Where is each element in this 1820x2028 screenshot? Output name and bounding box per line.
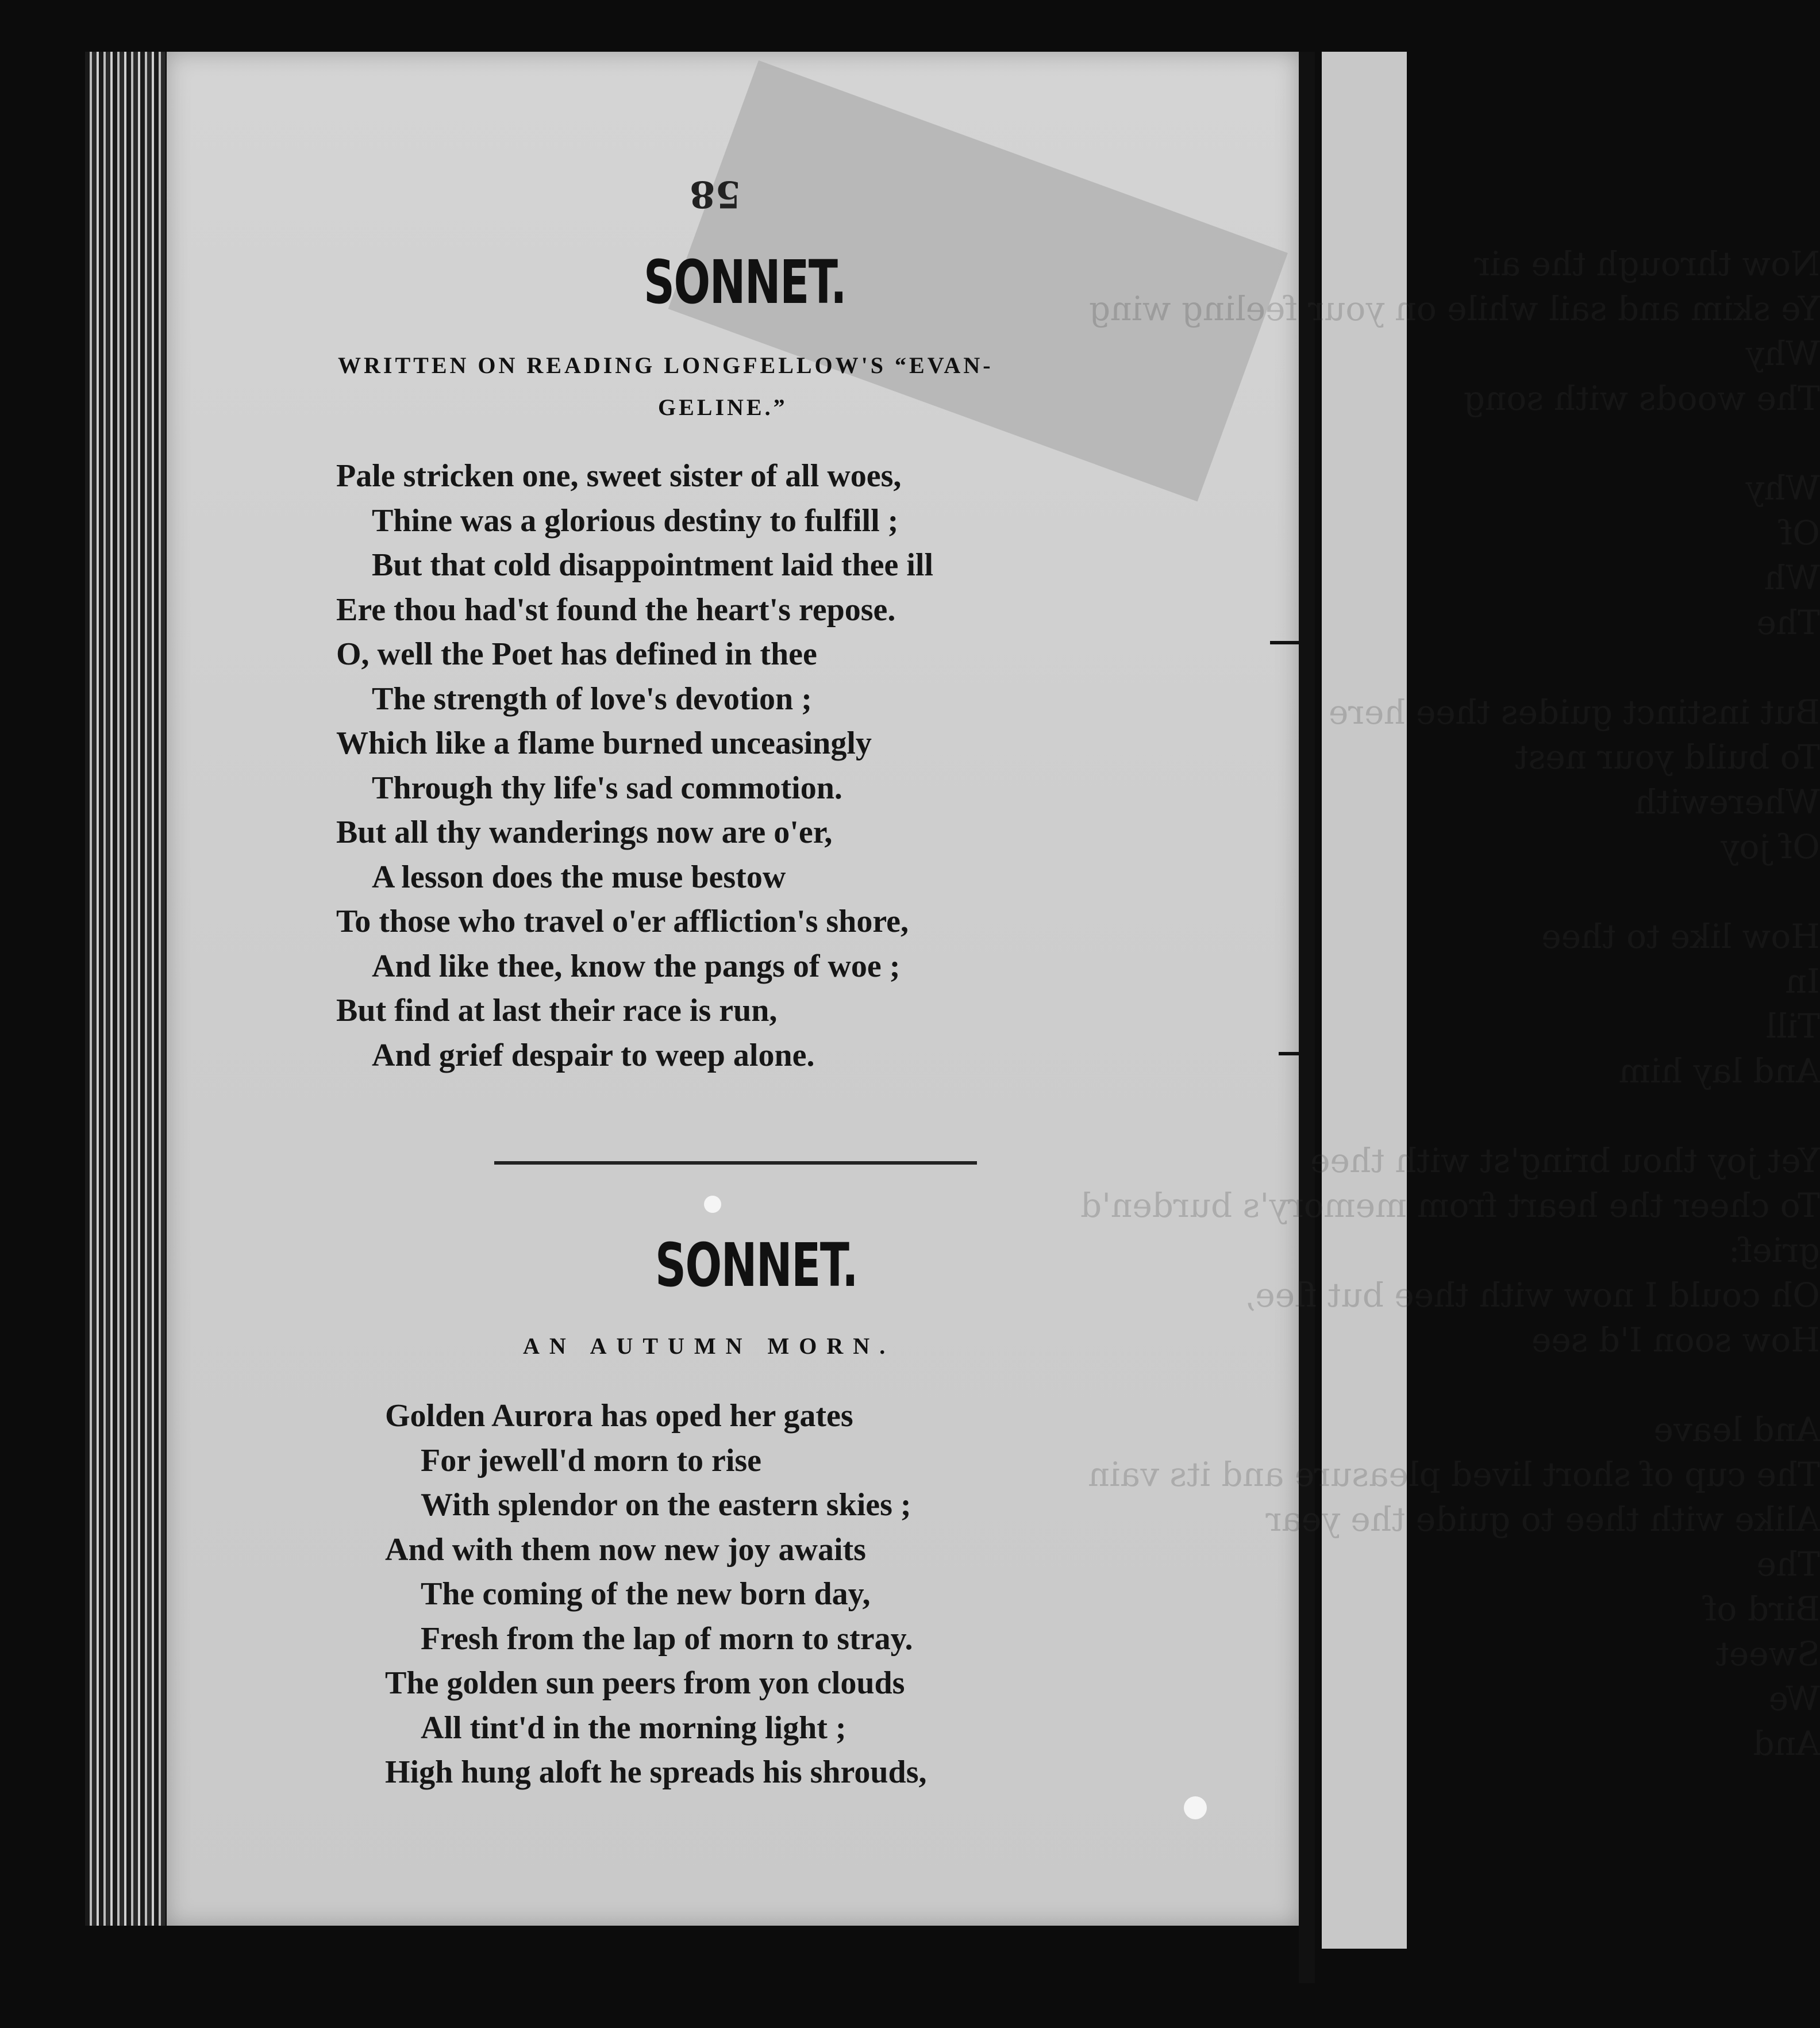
poem-line: Which like a flame burned unceasingly	[336, 725, 872, 761]
poem-line: For jewell'd morn to rise	[421, 1442, 762, 1478]
sonnet-subtitle-2: AN AUTUMN MORN.	[523, 1333, 895, 1359]
sonnet-subtitle-1-line1: WRITTEN ON READING LONGFELLOW'S “EVAN-	[338, 352, 994, 378]
poem-line: And with them now new joy awaits	[385, 1531, 866, 1568]
poem-line: But that cold disappointment laid thee ill	[372, 547, 934, 583]
margin-mark	[1270, 641, 1305, 644]
poem-line: Golden Aurora has oped her gates	[385, 1398, 853, 1434]
show-through-text: Now through the air Ye skim and sail while on your feeling wing Why The woods with song Why Of Wh The But instinct guides thee here To build your nest Wherewith Of joy How like to thee In Till And lay him Yet joy thou bring'st with thee To cheer the heart from memory's burden'd grief: Oh could I now with thee but flee, How soon I'd see And leave The cup of short lived pleasure and its vain Alike with thee to guide the year The Bird of Sweet We And	[1080, 244, 1820, 1763]
poem-line: All tint'd in the morning light ;	[421, 1710, 846, 1746]
poem-line: O, well the Poet has defined in thee	[336, 636, 817, 672]
poem-line: Pale stricken one, sweet sister of all woes,	[336, 458, 902, 494]
sonnet-heading-1: SONNET.	[644, 247, 846, 317]
scan-speck	[704, 1196, 721, 1213]
sonnet-heading-2: SONNET.	[655, 1230, 858, 1300]
page-number: 58	[690, 172, 741, 216]
poem-line: The golden sun peers from yon clouds	[385, 1665, 905, 1701]
scan-speck	[1184, 1796, 1207, 1819]
sonnet-2-poem	[385, 1394, 926, 1795]
book-page-edges	[85, 52, 166, 1926]
poem-line: Ere thou had'st found the heart's repose.	[336, 592, 896, 628]
poem-line: Through thy life's sad commotion.	[372, 770, 842, 806]
poem-line: To those who travel o'er affliction's shore,	[336, 904, 909, 939]
poem-line: But all thy wanderings now are o'er,	[336, 815, 833, 850]
poem-line: The strength of love's devotion ;	[372, 681, 812, 717]
poem-line: Thine was a glorious destiny to fulfill ;	[372, 502, 899, 539]
sonnet-subtitle-1-line2: GELINE.”	[658, 394, 788, 420]
poem-line: Fresh from the lap of morn to stray.	[421, 1620, 913, 1657]
poem-line: The coming of the new born day,	[421, 1576, 871, 1612]
poem-line: A lesson does the muse bestow	[372, 859, 786, 895]
section-divider-rule	[494, 1161, 977, 1165]
poem-line: And grief despair to weep alone.	[372, 1037, 815, 1073]
poem-line: High hung aloft he spreads his shrouds,	[385, 1754, 927, 1790]
poem-line: And like thee, know the pangs of woe ;	[372, 948, 901, 984]
poem-line: But find at last their race is run,	[336, 993, 778, 1028]
sonnet-1-poem	[336, 454, 933, 1078]
margin-mark	[1279, 1052, 1310, 1055]
poem-line: With splendor on the eastern skies ;	[421, 1487, 911, 1523]
